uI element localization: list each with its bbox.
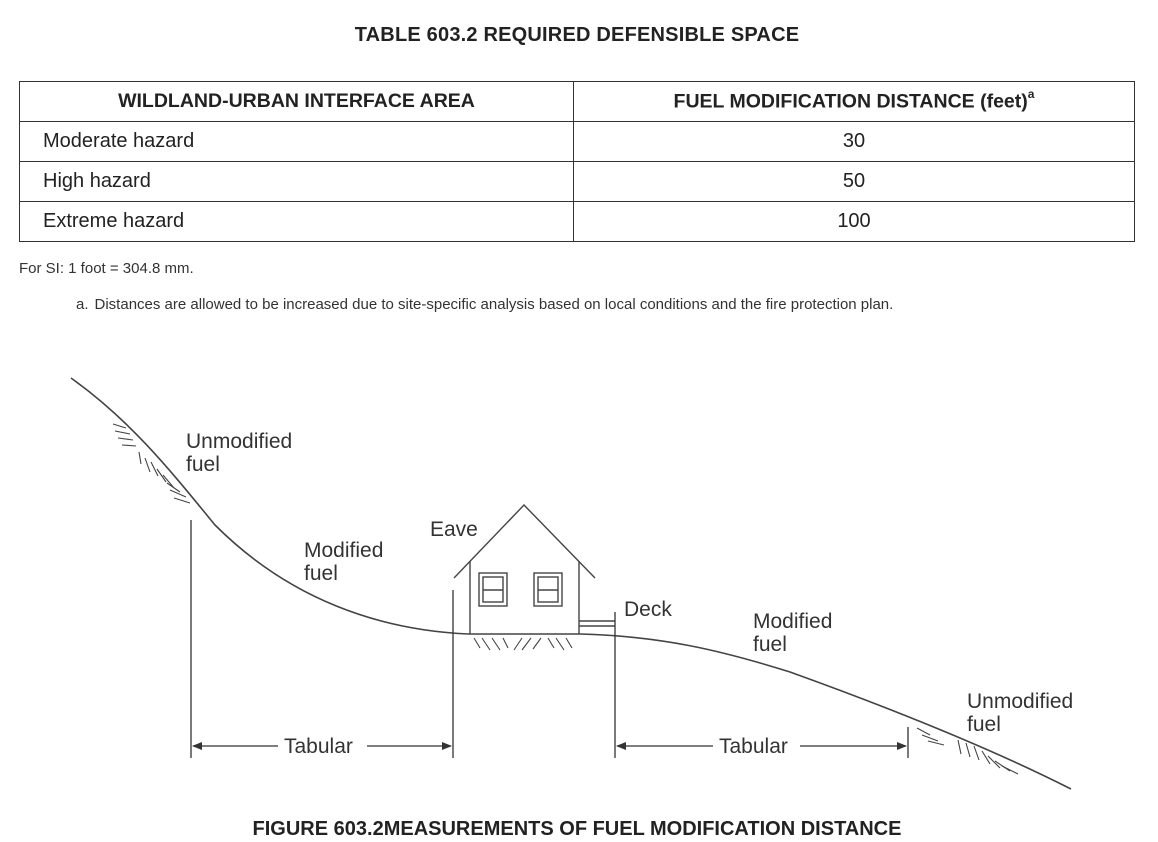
table-title: TABLE 603.2 REQUIRED DEFENSIBLE SPACE bbox=[354, 24, 800, 46]
si-conversion-note: For SI: 1 foot = 304.8 mm. bbox=[19, 260, 194, 277]
footnote-label: a. bbox=[76, 296, 89, 313]
area-cell: High hazard bbox=[20, 162, 574, 202]
label-eave: Eave bbox=[430, 518, 478, 541]
distance-cell: 100 bbox=[574, 202, 1135, 242]
unmodified-fuel-hatch-left bbox=[113, 424, 190, 503]
label-tabular-left: Tabular bbox=[284, 735, 353, 758]
measurement-lines bbox=[191, 520, 908, 758]
foundation-hatch bbox=[474, 638, 572, 650]
label-unmodified-right-fuel: fuel bbox=[967, 713, 1001, 736]
label-modified-right-fuel: fuel bbox=[753, 633, 787, 656]
label-modified-left: Modified bbox=[304, 539, 384, 562]
roof bbox=[454, 505, 595, 578]
footnote-mark: a bbox=[1027, 87, 1035, 102]
house-drawing bbox=[454, 505, 615, 634]
label-modified-left-fuel: fuel bbox=[304, 562, 338, 585]
distance-cell: 50 bbox=[574, 162, 1135, 202]
area-cell: Extreme hazard bbox=[20, 202, 574, 242]
label-unmodified-left: Unmodified bbox=[186, 430, 293, 453]
label-unmodified-left-fuel: fuel bbox=[186, 453, 220, 476]
label-modified-right: Modified bbox=[753, 610, 833, 633]
distance-cell: 30 bbox=[574, 122, 1135, 162]
label-unmodified-right: Unmodified bbox=[967, 690, 1074, 713]
label-tabular-right: Tabular bbox=[719, 735, 788, 758]
header-fuel-distance: FUEL MODIFICATION DISTANCE (feet)$^a$ bbox=[574, 82, 1135, 122]
label-deck: Deck bbox=[624, 598, 672, 621]
area-cell: Moderate hazard bbox=[20, 122, 574, 162]
footnote-text: Distances are allowed to be increased due to site-specific analysis based on local conditions and the fire protection plan. bbox=[94, 296, 894, 313]
header-wildland-area: WILDLAND-URBAN INTERFACE AREA bbox=[20, 82, 574, 122]
figure-caption: FIGURE 603.2MEASUREMENTS OF FUEL MODIFICATION DISTANCE bbox=[252, 818, 902, 840]
